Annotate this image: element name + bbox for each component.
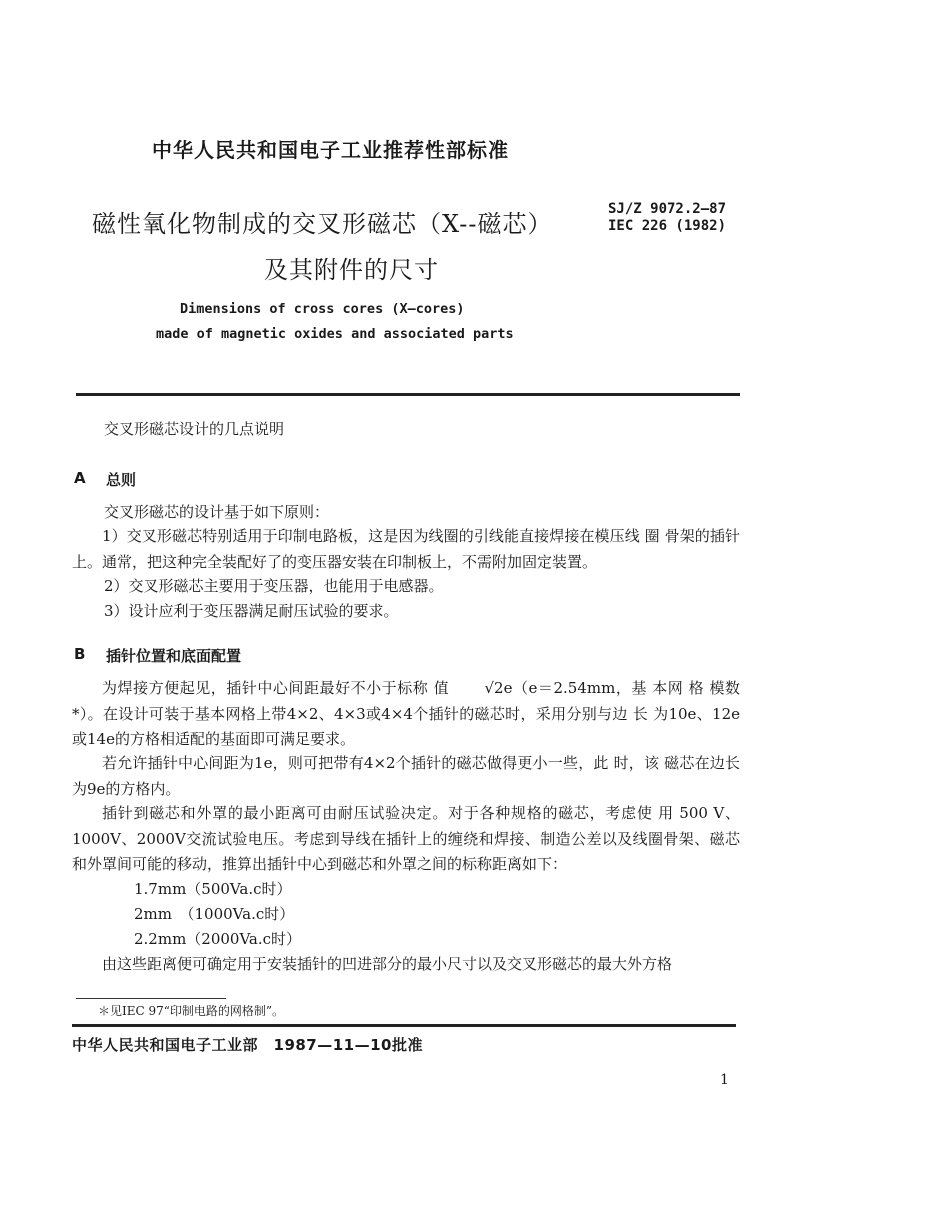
section-b-paragraph-1 — [72, 676, 740, 753]
section-a-lead: 交叉形磁芯的设计基于如下原则： — [104, 503, 330, 521]
footnote-divider — [76, 998, 226, 999]
section-a-heading: 总则 — [106, 471, 137, 489]
section-b-paragraph-4: 由这些距离便可确定用于安装插针的凹进部分的最小尺寸以及交叉形磁芯的最大外方格 — [102, 955, 673, 973]
document-title-zh-line2: 及其附件的尺寸 — [264, 256, 439, 284]
iec-number: IEC 226 (1982) — [608, 218, 727, 234]
distance-item-2: 2mm （1000Va.c时） — [134, 905, 295, 923]
approval-line: 中华人民共和国电子工业部 1987—11—10批准 — [72, 1036, 423, 1054]
intro-heading: 交叉形磁芯设计的几点说明 — [104, 420, 285, 438]
standard-number-block — [608, 201, 726, 235]
section-b-paragraph-2: 若允许插针中心间距为1e，则可把带有4×2个插针的磁芯做得更小一些，此 时，该 磁芯在边长为9e的方格内。 — [72, 754, 740, 798]
section-a-item-2: 2）交叉形磁芯主要用于变压器，也能用于电感器。 — [104, 577, 444, 595]
ministry-standard-title: 中华人民共和国电子工业推荐性部标准 — [152, 138, 509, 162]
section-b-heading: 插针位置和底面配置 — [106, 647, 242, 665]
page-number: 1 — [720, 1072, 729, 1088]
distance-item-1: 1.7mm（500Va.c时） — [134, 880, 292, 898]
standard-number: SJ/Z 9072.2—87 — [608, 201, 727, 217]
section-b-letter: B — [74, 645, 86, 663]
document-title-en-line2: made of magnetic oxides and associated parts — [156, 326, 514, 342]
footer-divider — [72, 1024, 736, 1027]
document-title-zh-line1: 磁性氧化物制成的交叉形磁芯（X--磁芯） — [92, 210, 553, 238]
distance-item-3: 2.2mm（2000Va.c时） — [134, 930, 302, 948]
footnote: ＊见IEC 97“印制电路的网格制”。 — [98, 1004, 285, 1018]
sqrt-two-symbol: √2 — [484, 679, 504, 697]
section-b-para1-text-a: 为焊接方便起见，插针中心间距最好不小于标称 值 — [102, 679, 455, 697]
section-b-paragraph-3: 插针到磁芯和外罩的最小距离可由耐压试验决定。对于各种规格的磁芯，考虑使 用 500 V、1000V、2000V交流试验电压。考虑到导线在插针上的缠绕和焊接、制造公差以及线圈骨架、磁芯和外罩间可能的移动，推算出插针中心到磁芯和外罩之间的标称距离如下： — [72, 804, 740, 873]
section-a-letter: A — [74, 469, 86, 487]
section-a-item-3: 3）设计应利于变压器满足耐压试验的要求。 — [104, 602, 399, 620]
document-title-en-line1: Dimensions of cross cores (X—cores) — [180, 301, 465, 317]
header-divider — [76, 393, 740, 396]
section-b-para1-text-b: e（e＝2.54mm，基 本网 格 模数*）。在设计可装于基本网格上带4×2、4×3或4×4个插针的磁芯时，采用分别与边 长 为10e、12e或14e的方格相适配的基面即可满足要求。 — [72, 679, 740, 748]
section-a-item-1: 1）交叉形磁芯特别适用于印制电路板，这是因为线圈的引线能直接焊接在模压线 圈 骨架的插针上。通常，把这种完全装配好了的变压器安装在印制板上，不需附加固定装置。 — [72, 527, 740, 571]
